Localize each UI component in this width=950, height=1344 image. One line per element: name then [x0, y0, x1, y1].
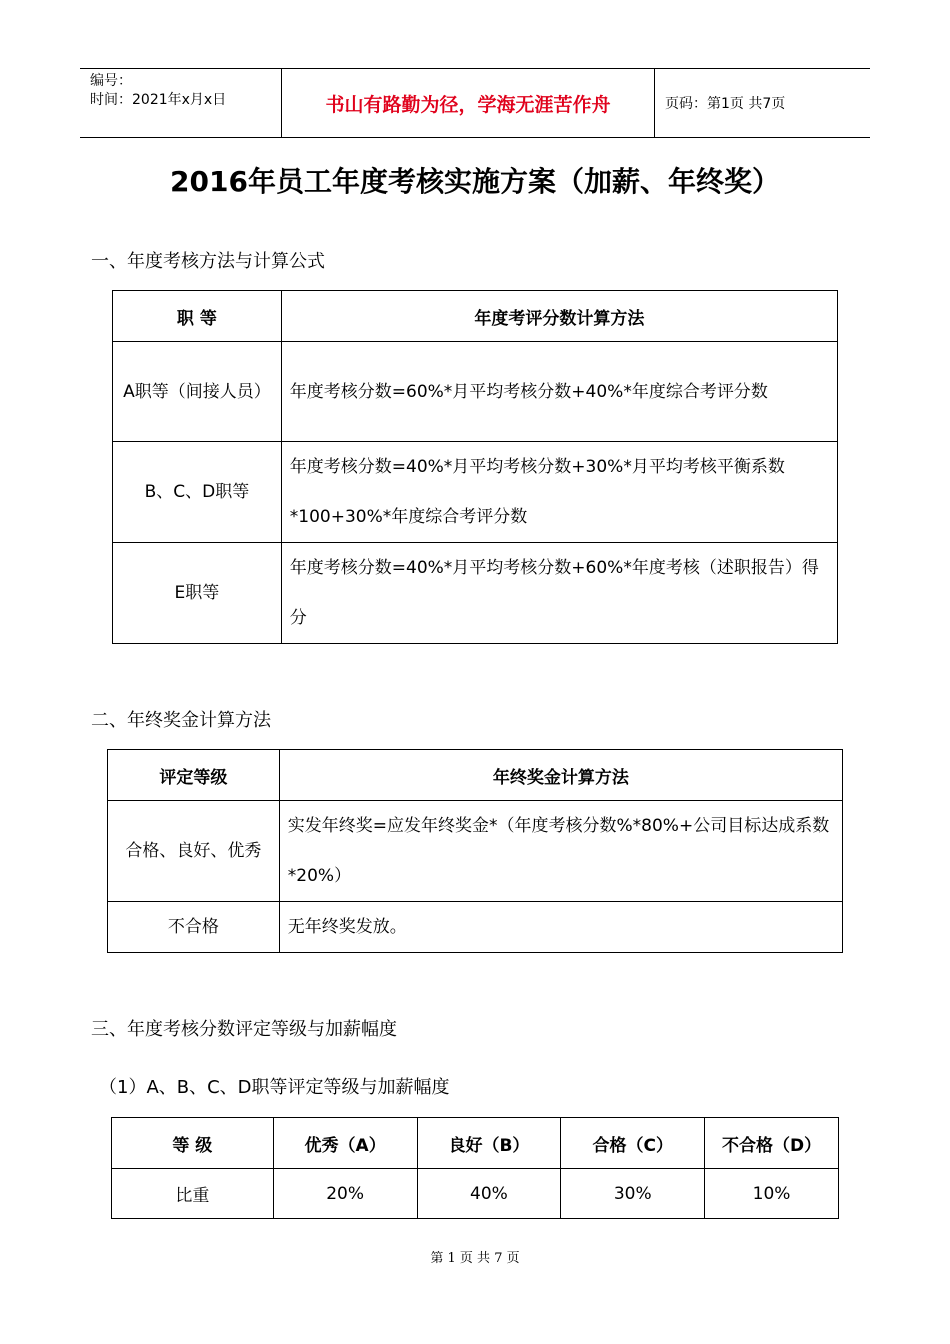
header-page-number: 页码：第1页 共7页: [665, 96, 786, 112]
column-header: 不合格（D）: [705, 1118, 839, 1169]
page-header: [80, 68, 870, 138]
annual-score-table: [112, 290, 838, 644]
grade-ratio-table: [111, 1117, 839, 1219]
table-row: [113, 342, 838, 442]
table-header-row: [113, 291, 838, 342]
ratio-cell: 40%: [417, 1169, 561, 1219]
formula-cell: 年度考核分数=60%*月平均考核分数+40%*年度综合考评分数: [281, 342, 837, 442]
ratio-cell: 20%: [273, 1169, 417, 1219]
grade-cell: B、C、D职等: [113, 442, 282, 543]
column-header: 等 级: [112, 1118, 274, 1169]
header-meta: [80, 69, 282, 137]
page-footer: 第 1 页 共 7 页: [430, 1251, 520, 1266]
formula-cell: 无年终奖发放。: [279, 902, 842, 953]
grade-cell: 不合格: [108, 902, 280, 953]
table-row: [112, 1169, 839, 1219]
section-3-heading: 三、年度考核分数评定等级与加薪幅度: [91, 1019, 397, 1040]
column-header: 良好（B）: [417, 1118, 561, 1169]
ratio-cell: 30%: [561, 1169, 705, 1219]
formula-cell: 实发年终奖=应发年终奖金*（年度考核分数%*80%+公司目标达成系数*20%）: [279, 801, 842, 902]
section-1-heading: 一、年度考核方法与计算公式: [91, 251, 325, 272]
formula-cell: 年度考核分数=40%*月平均考核分数+60%*年度考核（述职报告）得分: [281, 543, 837, 644]
grade-cell: A职等（间接人员）: [113, 342, 282, 442]
serial-number-label: 编号：: [90, 73, 132, 89]
column-header: 年度考评分数计算方法: [281, 291, 837, 342]
header-motto: 书山有路勤为径，学海无涯苦作舟: [325, 93, 611, 116]
header-motto-cell: [282, 69, 655, 137]
document-title: 2016年员工年度考核实施方案（加薪、年终奖）: [170, 165, 780, 198]
column-header: 优秀（A）: [273, 1118, 417, 1169]
column-header: 职 等: [113, 291, 282, 342]
column-header: 合格（C）: [561, 1118, 705, 1169]
date-label: 时间：2021年x月x日: [90, 92, 227, 108]
section-2-heading: 二、年终奖金计算方法: [91, 710, 271, 731]
column-header: 年终奖金计算方法: [279, 750, 842, 801]
grade-cell: E职等: [113, 543, 282, 644]
table-row: [113, 442, 838, 543]
table-row: [108, 801, 843, 902]
table-row: [113, 543, 838, 644]
column-header: 评定等级: [108, 750, 280, 801]
table-header-row: [108, 750, 843, 801]
ratio-cell: 10%: [705, 1169, 839, 1219]
grade-cell: 合格、良好、优秀: [108, 801, 280, 902]
table-header-row: [112, 1118, 839, 1169]
year-end-bonus-table: [107, 749, 843, 953]
formula-cell: 年度考核分数=40%*月平均考核分数+30%*月平均考核平衡系数*100+30%*年度综合考评分数: [281, 442, 837, 543]
section-3-subheading: （1）A、B、C、D职等评定等级与加薪幅度: [99, 1077, 450, 1098]
row-label-cell: 比重: [112, 1169, 274, 1219]
table-row: [108, 902, 843, 953]
